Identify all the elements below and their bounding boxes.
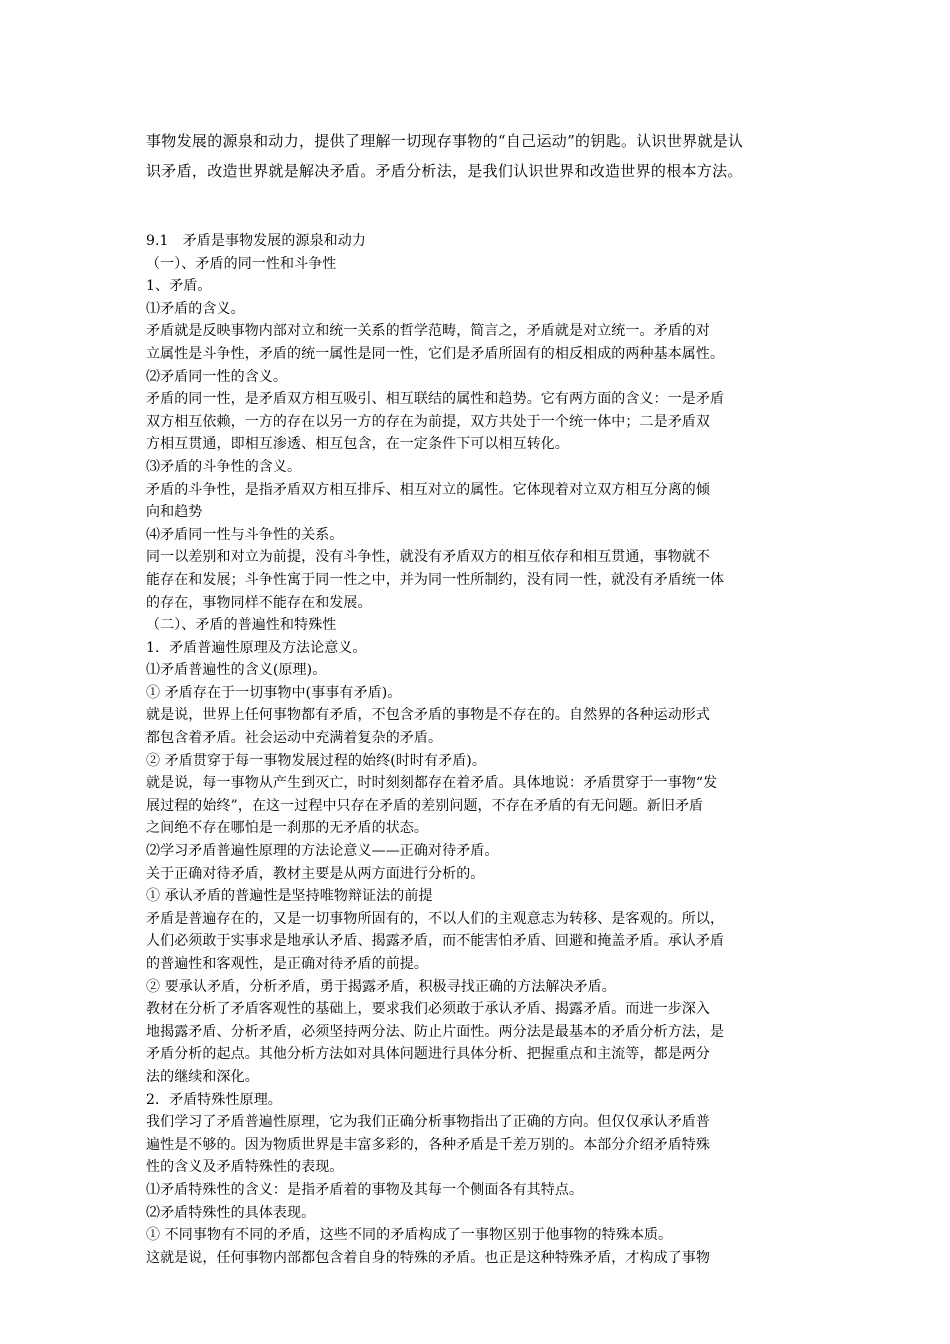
text-line: 的普遍性和客观性，是正确对待矛盾的前提。	[146, 956, 428, 972]
text-line: ② 要承认矛盾，分析矛盾，勇于揭露矛盾，积极寻找正确的方法解决矛盾。	[146, 978, 616, 995]
intro-paragraph	[146, 126, 811, 186]
text-line: 展过程的始终”，在这一过程中只存在矛盾的差别问题，不存在矛盾的有无问题。新旧矛盾	[146, 797, 704, 814]
text-line: 性的含义及矛盾特殊性的表现。	[146, 1159, 344, 1176]
text-line: 教材在分析了矛盾客观性的基础上，要求我们必须敢于承认矛盾、揭露矛盾。而进一步深入	[146, 1001, 710, 1018]
text-line: ⑵学习矛盾普遍性原理的方法论意义——正确对待矛盾。	[146, 843, 499, 860]
text-line: 2．矛盾特殊性原理。	[146, 1091, 282, 1108]
text-line: 之间绝不存在哪怕是一刹那的无矛盾的状态。	[146, 820, 428, 837]
text-line: 事物发展的源泉和动力，提供了理解一切现存事物的“自己运动”的钥匙。认识世界就是认	[146, 132, 744, 150]
text-line: 立属性是斗争性，矛盾的统一属性是同一性，它们是矛盾所固有的相反相成的两种基本属性。	[146, 345, 725, 362]
text-line: 同一以差别和对立为前提，没有斗争性，就没有矛盾双方的相互依存和相互贯通，事物就不	[146, 549, 710, 566]
subsection-heading: （二）、矛盾的普遍性和特殊性	[146, 617, 337, 634]
text-line: ⑵矛盾特殊性的具体表现。	[146, 1204, 316, 1221]
body-text	[146, 230, 816, 1269]
text-line: 的存在，事物同样不能存在和发展。	[146, 594, 372, 611]
text-line: 矛盾是普遍存在的，又是一切事物所固有的，不以人们的主观意志为转移、是客观的。所以，	[146, 910, 725, 927]
text-line: 方相互贯通，即相互渗透、相互包含，在一定条件下可以相互转化。	[146, 436, 569, 453]
text-line: 1．矛盾普遍性原理及方法论意义。	[146, 639, 367, 656]
text-line: 能存在和发展；斗争性寓于同一性之中，并为同一性所制约，没有同一性，就没有矛盾统一体	[146, 571, 725, 588]
text-line: 识矛盾，改造世界就是解决矛盾。矛盾分析法，是我们认识世界和改造世界的根本方法。	[146, 162, 743, 180]
text-line: 地揭露矛盾、分析矛盾，必须坚持两分法、防止片面性。两分法是最基本的矛盾分析方法，是	[146, 1023, 725, 1040]
text-line: 双方相互依赖，一方的存在以另一方的存在为前提，双方共处于一个统一体中；二是矛盾双	[146, 413, 710, 430]
text-line: 1、矛盾。	[146, 278, 212, 295]
text-line: 就是说，每一事物从产生到灭亡，时时刻刻都存在着矛盾。具体地说：矛盾贯穿于一事物“发	[146, 775, 718, 792]
text-line: 就是说，世界上任何事物都有矛盾，不包含矛盾的事物是不存在的。自然界的各种运动形式	[146, 707, 710, 724]
text-line: 法的继续和深化。	[146, 1068, 259, 1085]
text-line: ① 不同事物有不同的矛盾，这些不同的矛盾构成了一事物区别于他事物的特殊本质。	[146, 1227, 673, 1244]
text-line: 矛盾的斗争性，是指矛盾双方相互排斥、相互对立的属性。它体现着对立双方相互分离的倾	[146, 481, 710, 498]
text-line: 我们学习了矛盾普遍性原理，它为我们正确分析事物指出了正确的方向。但仅仅承认矛盾普	[146, 1114, 710, 1131]
text-line: 人们必须敢于实事求是地承认矛盾、揭露矛盾，而不能害怕矛盾、回避和掩盖矛盾。承认矛盾	[146, 933, 725, 950]
section-heading: 9.1 矛盾是事物发展的源泉和动力	[146, 233, 366, 249]
text-line: ⑴矛盾特殊性的含义：是指矛盾着的事物及其每一个侧面各有其特点。	[146, 1181, 584, 1198]
text-line: 遍性是不够的。因为物质世界是丰富多彩的，各种矛盾是千差万别的。本部分介绍矛盾特殊	[146, 1136, 710, 1153]
text-line: ⑷矛盾同一性与斗争性的关系。	[146, 526, 344, 543]
text-line: 向和趋势	[146, 504, 203, 521]
text-line: ⑴矛盾普遍性的含义(原理)。	[146, 662, 327, 679]
text-line: ⑵矛盾同一性的含义。	[146, 368, 287, 385]
text-line: 矛盾就是反映事物内部对立和统一关系的哲学范畴，简言之，矛盾就是对立统一。矛盾的对	[146, 323, 710, 340]
text-line: 矛盾分析的起点。其他分析方法如对具体问题进行具体分析、把握重点和主流等，都是两分	[146, 1046, 710, 1063]
text-line: 矛盾的同一性，是矛盾双方相互吸引、相互联结的属性和趋势。它有两方面的含义：一是矛盾	[146, 391, 725, 408]
text-line: ② 矛盾贯穿于每一事物发展过程的始终(时时有矛盾)。	[146, 752, 486, 769]
text-line: ① 矛盾存在于一切事物中(事事有矛盾)。	[146, 684, 402, 701]
text-line: 这就是说，任何事物内部都包含着自身的特殊的矛盾。也正是这种特殊矛盾，才构成了事物	[146, 1249, 710, 1266]
text-line: ① 承认矛盾的普遍性是坚持唯物辩证法的前提	[146, 888, 433, 905]
text-line: 关于正确对待矛盾，教材主要是从两方面进行分析的。	[146, 865, 485, 882]
subsection-heading: （一）、矛盾的同一性和斗争性	[146, 255, 337, 272]
text-line: ⑴矛盾的含义。	[146, 300, 245, 317]
text-line: ⑶矛盾的斗争性的含义。	[146, 458, 302, 475]
text-line: 都包含着矛盾。社会运动中充满着复杂的矛盾。	[146, 730, 443, 747]
